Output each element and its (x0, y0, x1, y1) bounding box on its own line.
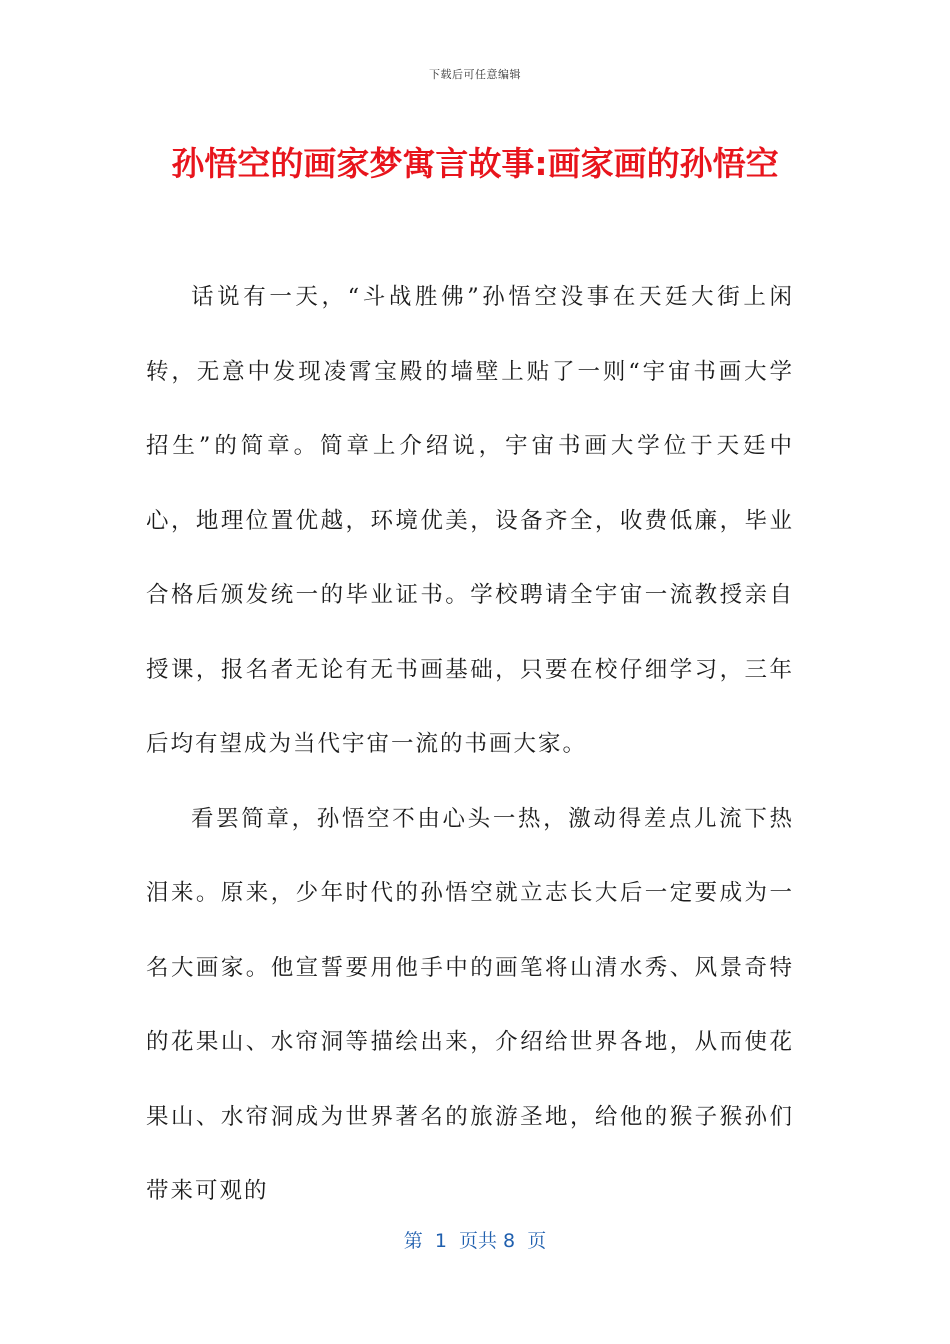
document-body (146, 260, 794, 1229)
paragraph-1: 话说有一天，“斗战胜佛”孙悟空没事在天廷大街上闲转，无意中发现凌霄宝殿的墙壁上贴了一则“宇宙书画大学招生”的简章。简章上介绍说，宇宙书画大学位于天廷中心，地理位置优越，环境优美，设备齐全，收费低廉，毕业合格后颁发统一的毕业证书。学校聘请全宇宙一流教授亲自授课，报名者无论有无书画基础，只要在校仔细学习，三年后均有望成为当代宇宙一流的书画大家。 (146, 284, 794, 757)
page-number: 第 1 页共 8 页 (403, 1230, 547, 1252)
document-title: 孙悟空的画家梦寓言故事:画家画的孙悟空 (171, 144, 779, 183)
paragraph-2: 看罢简章，孙悟空不由心头一热，激动得差点儿流下热泪来。原来，少年时代的孙悟空就立志长大后一定要成为一名大画家。他宣誓要用他手中的画笔将山清水秀、风景奇特的花果山、水帘洞等描绘出来，介绍给世界各地，从而使花果山、水帘洞成为世界著名的旅游圣地，给他的猴子猴孙们带来可观的 (146, 805, 794, 1204)
page-header-note: 下载后可任意编辑 (429, 68, 521, 81)
